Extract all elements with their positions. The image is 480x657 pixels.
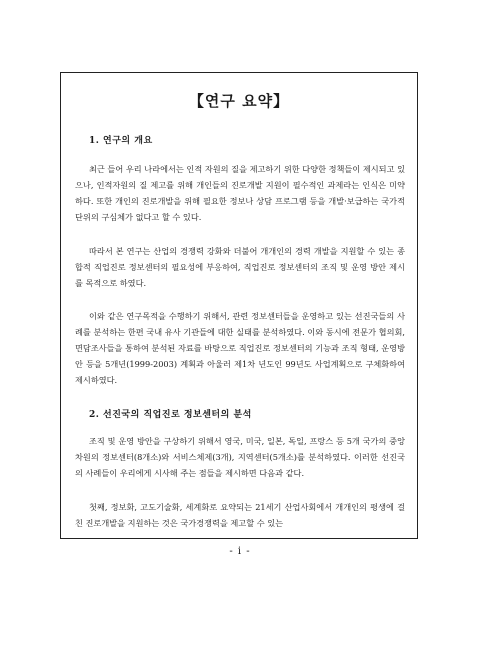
section-heading-overview: 1. 연구의 개요 <box>89 136 153 146</box>
section-heading-analysis: 2. 선진국의 직업진로 정보센터의 분석 <box>89 410 252 420</box>
page-number: - i - <box>229 546 251 557</box>
paragraph-overview-2: 따라서 본 연구는 산업의 경쟁력 강화와 더불어 개개인의 경력 개발을 지원할 수 있는 종합적 직업진로 정보센터의 필요성에 부응하여, 직업진로 정보센터의 조직 및 운영 방안 제시를 목적으로 하였다. <box>75 246 405 288</box>
paragraph-analysis-1: 조직 및 운영 방안을 구상하기 위해서 영국, 미국, 일본, 독일, 프랑스 등 5개 국가의 중앙차원의 정보센터(8개소)와 서비스체제(3개), 지역센터(5개소)를 분석하였다. 이러한 선진국의 사례들이 우리에게 시사해 주는 점들을 제시하면 다음과 같다. <box>75 436 405 478</box>
paragraph-analysis-2: 첫째, 정보화, 고도기술화, 세계화로 요약되는 21세기 산업사회에서 개개인의 평생에 걸친 진로개발을 지원하는 것은 국가경쟁력을 제고할 수 있는 <box>75 502 405 528</box>
paragraph-overview-1: 최근 들어 우리 나라에서는 인적 자원의 질을 제고하기 위한 다양한 정책들이 제시되고 있으나, 인적자원의 질 제고를 위해 개인들의 진로개발 지원이 필수적인 과제라는 인식은 미약하다. 또한 개인의 진로개발을 위해 필요한 정보나 상담 프로그램 등을 개발·보급하는 국가적 단위의 구심체가 없다고 할 수 있다. <box>75 164 405 222</box>
paragraph-overview-3: 이와 같은 연구목적을 수행하기 위해서, 관련 정보센터들을 운영하고 있는 선진국들의 사례를 분석하는 한편 국내 유사 기관들에 대한 실태를 분석하였다. 이와 동시에 전문가 협의회, 면담조사들을 통하여 분석된 자료를 바탕으로 직업진로 정보센터의 기능과 조직 형태, 운영방안 등을 5개년(1999-2003) 계획과 아울러 제1차 년도인 99년도 사업계획으로 구체화하여 제시하였다. <box>75 311 405 385</box>
page-title: 【연구 요약】 <box>188 92 290 110</box>
summary-frame <box>60 72 418 539</box>
